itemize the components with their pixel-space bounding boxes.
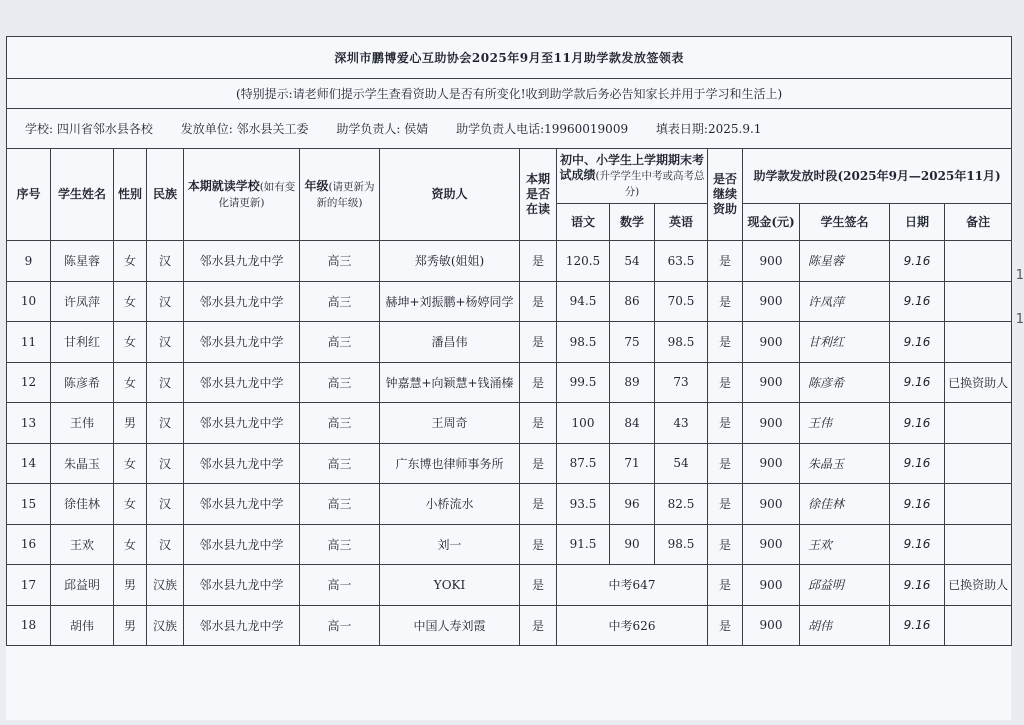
- cell-grade: 高三: [300, 322, 380, 363]
- header-signature: 学生签名: [800, 204, 890, 241]
- header-scores-main: 初中、小学生上学期期末考试成绩: [559, 152, 704, 182]
- cell-chinese: 99.5: [557, 362, 610, 403]
- cell-enrolled: 是: [520, 403, 557, 444]
- cell-continue: 是: [708, 403, 743, 444]
- cell-school: 邻水县九龙中学: [184, 565, 300, 606]
- cell-grade: 高一: [300, 605, 380, 646]
- cell-gender: 女: [114, 281, 147, 322]
- cell-enrolled: 是: [520, 281, 557, 322]
- header-remark: 备注: [945, 204, 1012, 241]
- cell-cash: 900: [743, 322, 800, 363]
- cell-continue: 是: [708, 362, 743, 403]
- cell-school: 邻水县九龙中学: [184, 524, 300, 565]
- cell-remark: [945, 605, 1012, 646]
- cell-math: 71: [610, 443, 655, 484]
- cell-enrolled: 是: [520, 443, 557, 484]
- page-edge-mark: 1: [1015, 312, 1024, 327]
- cell-seq: 11: [7, 322, 51, 363]
- cell-name: 胡伟: [51, 605, 114, 646]
- header-chinese: 语文: [557, 204, 610, 241]
- cell-school: 邻水县九龙中学: [184, 362, 300, 403]
- cell-seq: 17: [7, 565, 51, 606]
- cell-chinese: 98.5: [557, 322, 610, 363]
- cell-remark: [945, 322, 1012, 363]
- special-notice: (特别提示:请老师们提示学生查看资助人是否有所变化!收到助学款后务必告知家长并用于学习和生活上): [7, 79, 1012, 109]
- cell-gender: 男: [114, 605, 147, 646]
- header-date: 日期: [890, 204, 945, 241]
- cell-english: 54: [655, 443, 708, 484]
- cell-date: 9.16: [890, 281, 945, 322]
- cell-cash: 900: [743, 443, 800, 484]
- header-grade-main: 年级: [304, 178, 329, 193]
- cell-grade: 高三: [300, 362, 380, 403]
- header-school: [184, 149, 300, 241]
- cell-continue: 是: [708, 241, 743, 282]
- table-row: [7, 281, 1012, 322]
- cell-gender: 女: [114, 362, 147, 403]
- cell-grade: 高三: [300, 443, 380, 484]
- cell-sponsor: 郑秀敏(姐姐): [380, 241, 520, 282]
- table-row: [7, 565, 1012, 606]
- cell-gender: 女: [114, 322, 147, 363]
- cell-continue: 是: [708, 443, 743, 484]
- page-title: 深圳市鹏博爱心互助协会2025年9月至11月助学款发放签领表: [7, 37, 1012, 79]
- cell-grade: 高三: [300, 524, 380, 565]
- cell-english: 63.5: [655, 241, 708, 282]
- cell-remark: [945, 524, 1012, 565]
- cell-ethnicity: 汉: [147, 524, 184, 565]
- header-seq: 序号: [7, 149, 51, 241]
- header-grade-note: (请更新为新的年级): [316, 180, 375, 209]
- header-enrolled: 本期是否在读: [520, 149, 557, 241]
- table-row: [7, 362, 1012, 403]
- table-row: [7, 403, 1012, 444]
- header-period: 助学款发放时段(2025年9月—2025年11月): [743, 149, 1012, 204]
- header-gender: 性别: [114, 149, 147, 241]
- header-sponsor: 资助人: [380, 149, 520, 241]
- cell-enrolled: 是: [520, 241, 557, 282]
- cell-seq: 14: [7, 443, 51, 484]
- cell-enrolled: 是: [520, 362, 557, 403]
- cell-date: 9.16: [890, 484, 945, 525]
- cell-continue: 是: [708, 281, 743, 322]
- cell-continue: 是: [708, 322, 743, 363]
- cell-name: 陈星蓉: [51, 241, 114, 282]
- cell-ethnicity: 汉: [147, 281, 184, 322]
- cell-english: 70.5: [655, 281, 708, 322]
- cell-math: 86: [610, 281, 655, 322]
- header-name: 学生姓名: [51, 149, 114, 241]
- cell-sponsor: 潘昌伟: [380, 322, 520, 363]
- cell-continue: 是: [708, 484, 743, 525]
- cell-gender: 女: [114, 241, 147, 282]
- header-english: 英语: [655, 204, 708, 241]
- header-ethnicity: 民族: [147, 149, 184, 241]
- cell-sponsor: 小桥流水: [380, 484, 520, 525]
- cell-remark: [945, 484, 1012, 525]
- cell-signature: 朱晶玉: [800, 443, 890, 484]
- cell-sponsor: 中国人寿刘霞: [380, 605, 520, 646]
- cell-date: 9.16: [890, 605, 945, 646]
- cell-gender: 男: [114, 565, 147, 606]
- cell-seq: 18: [7, 605, 51, 646]
- cell-gender: 女: [114, 484, 147, 525]
- cell-remark: [945, 443, 1012, 484]
- cell-signature: 邱益明: [800, 565, 890, 606]
- cell-math: 89: [610, 362, 655, 403]
- table-row: [7, 443, 1012, 484]
- cell-cash: 900: [743, 484, 800, 525]
- cell-remark: [945, 403, 1012, 444]
- phone-info: 助学负责人电话:19960019009: [456, 122, 629, 136]
- cell-school: 邻水县九龙中学: [184, 281, 300, 322]
- cell-signature: 陈彦希: [800, 362, 890, 403]
- table-row: [7, 524, 1012, 565]
- cell-seq: 10: [7, 281, 51, 322]
- cell-school: 邻水县九龙中学: [184, 484, 300, 525]
- header-cash: 现金(元): [743, 204, 800, 241]
- cell-seq: 13: [7, 403, 51, 444]
- cell-school: 邻水县九龙中学: [184, 605, 300, 646]
- cell-chinese: 93.5: [557, 484, 610, 525]
- cell-date: 9.16: [890, 322, 945, 363]
- page-edge-mark: 1: [1015, 268, 1024, 283]
- cell-enrolled: 是: [520, 484, 557, 525]
- cell-ethnicity: 汉: [147, 362, 184, 403]
- cell-sponsor: YOKI: [380, 565, 520, 606]
- table-row: [7, 241, 1012, 282]
- cell-grade: 高三: [300, 281, 380, 322]
- cell-ethnicity: 汉: [147, 241, 184, 282]
- cell-signature: 许凤萍: [800, 281, 890, 322]
- header-grade: [300, 149, 380, 241]
- cell-enrolled: 是: [520, 524, 557, 565]
- cell-gender: 女: [114, 524, 147, 565]
- cell-ethnicity: 汉: [147, 484, 184, 525]
- cell-grade: 高三: [300, 484, 380, 525]
- cell-seq: 9: [7, 241, 51, 282]
- cell-cash: 900: [743, 281, 800, 322]
- cell-cash: 900: [743, 524, 800, 565]
- cell-name: 徐佳林: [51, 484, 114, 525]
- cell-grade: 高三: [300, 241, 380, 282]
- cell-seq: 12: [7, 362, 51, 403]
- cell-date: 9.16: [890, 241, 945, 282]
- cell-english: 73: [655, 362, 708, 403]
- manager-info: 助学负责人: 侯婧: [336, 122, 429, 136]
- cell-seq: 15: [7, 484, 51, 525]
- cell-name: 朱晶玉: [51, 443, 114, 484]
- cell-enrolled: 是: [520, 322, 557, 363]
- fill-date-info: 填表日期:2025.9.1: [655, 122, 762, 136]
- header-scores: [557, 149, 708, 204]
- cell-cash: 900: [743, 565, 800, 606]
- cell-school: 邻水县九龙中学: [184, 322, 300, 363]
- cell-name: 王伟: [51, 403, 114, 444]
- cell-sponsor: 赫坤+刘振鹏+杨婷同学: [380, 281, 520, 322]
- cell-cash: 900: [743, 241, 800, 282]
- cell-cash: 900: [743, 362, 800, 403]
- cell-name: 甘利红: [51, 322, 114, 363]
- cell-chinese: 94.5: [557, 281, 610, 322]
- table-row: [7, 484, 1012, 525]
- cell-cash: 900: [743, 403, 800, 444]
- cell-continue: 是: [708, 524, 743, 565]
- cell-ethnicity: 汉族: [147, 605, 184, 646]
- school-info: 学校: 四川省邻水县各校: [25, 122, 153, 136]
- cell-english: 82.5: [655, 484, 708, 525]
- cell-sponsor: 广东博也律师事务所: [380, 443, 520, 484]
- cell-continue: 是: [708, 605, 743, 646]
- cell-chinese: 100: [557, 403, 610, 444]
- cell-signature: 甘利红: [800, 322, 890, 363]
- cell-school: 邻水县九龙中学: [184, 443, 300, 484]
- cell-name: 王欢: [51, 524, 114, 565]
- cell-math: 96: [610, 484, 655, 525]
- cell-chinese: 91.5: [557, 524, 610, 565]
- cell-signature: 陈星蓉: [800, 241, 890, 282]
- cell-sponsor: 王周奇: [380, 403, 520, 444]
- cell-chinese: 120.5: [557, 241, 610, 282]
- cell-sponsor: 刘一: [380, 524, 520, 565]
- cell-enrolled: 是: [520, 565, 557, 606]
- header-math: 数学: [610, 204, 655, 241]
- cell-ethnicity: 汉: [147, 443, 184, 484]
- cell-math: 54: [610, 241, 655, 282]
- cell-math: 75: [610, 322, 655, 363]
- cell-math: 90: [610, 524, 655, 565]
- cell-name: 许凤萍: [51, 281, 114, 322]
- cell-english: 98.5: [655, 524, 708, 565]
- cell-cash: 900: [743, 605, 800, 646]
- cell-signature: 徐佳林: [800, 484, 890, 525]
- cell-english: 98.5: [655, 322, 708, 363]
- cell-date: 9.16: [890, 403, 945, 444]
- cell-ethnicity: 汉族: [147, 565, 184, 606]
- info-line: [7, 109, 1012, 149]
- cell-exam-total: 中考626: [557, 605, 708, 646]
- cell-gender: 男: [114, 403, 147, 444]
- cell-school: 邻水县九龙中学: [184, 241, 300, 282]
- cell-remark: 已换资助人: [945, 362, 1012, 403]
- cell-sponsor: 钟嘉慧+向颖慧+钱涌榛: [380, 362, 520, 403]
- cell-grade: 高三: [300, 403, 380, 444]
- cell-gender: 女: [114, 443, 147, 484]
- table-row: [7, 605, 1012, 646]
- cell-signature: 王伟: [800, 403, 890, 444]
- cell-continue: 是: [708, 565, 743, 606]
- header-school-main: 本期就读学校: [187, 178, 260, 193]
- cell-english: 43: [655, 403, 708, 444]
- cell-school: 邻水县九龙中学: [184, 403, 300, 444]
- cell-name: 邱益明: [51, 565, 114, 606]
- cell-name: 陈彦希: [51, 362, 114, 403]
- cell-ethnicity: 汉: [147, 403, 184, 444]
- cell-seq: 16: [7, 524, 51, 565]
- cell-exam-total: 中考647: [557, 565, 708, 606]
- header-school-note: (如有变化请更新): [218, 180, 296, 209]
- issuer-info: 发放单位: 邻水县关工委: [180, 122, 309, 136]
- cell-remark: [945, 281, 1012, 322]
- cell-chinese: 87.5: [557, 443, 610, 484]
- cell-date: 9.16: [890, 443, 945, 484]
- cell-date: 9.16: [890, 362, 945, 403]
- table-row: [7, 322, 1012, 363]
- cell-signature: 胡伟: [800, 605, 890, 646]
- header-continue: 是否继续资助: [708, 149, 743, 241]
- table-body: [7, 241, 1012, 646]
- cell-ethnicity: 汉: [147, 322, 184, 363]
- header-scores-note: (升学学生中考或高考总分): [595, 169, 705, 198]
- cell-grade: 高一: [300, 565, 380, 606]
- cell-remark: 已换资助人: [945, 565, 1012, 606]
- cell-date: 9.16: [890, 524, 945, 565]
- cell-remark: [945, 241, 1012, 282]
- cell-enrolled: 是: [520, 605, 557, 646]
- stipend-sign-table: [6, 36, 1012, 646]
- cell-date: 9.16: [890, 565, 945, 606]
- cell-math: 84: [610, 403, 655, 444]
- cell-signature: 王欢: [800, 524, 890, 565]
